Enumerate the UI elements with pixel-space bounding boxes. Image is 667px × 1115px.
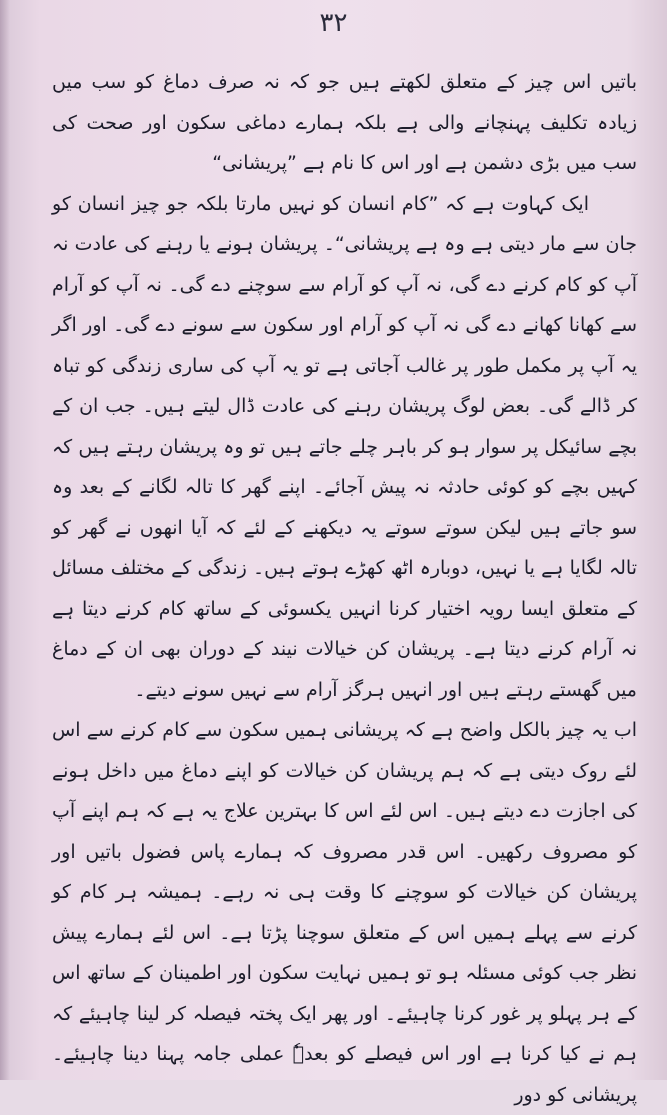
paragraph-1: باتیں اس چیز کے متعلق لکھتے ہیں جو کہ نہ صرف دماغ کو سب میں زیادہ تکلیف پہنچانے والی ہے بلکہ ہمارے دماغی سکون اور صحت کی سب میں بڑی دشمن ہے اور اس کا نام ہے ”پریشانی“ xyxy=(52,71,637,174)
binding-shadow xyxy=(0,0,10,1080)
paragraph-2: ایک کہاوت ہے کہ ”کام انسان کو نہیں مارتا بلکہ جو چیز انسان کو جان سے مار دیتی ہے وہ ہے پریشانی“۔ پریشان ہونے یا رہنے کی عادت نہ آپ کو کام کرنے دے گی، نہ آپ کو آرام سے سوچنے دے گی۔ نہ آپ کو آرام سے کھانا کھانے دے گی نہ آپ کو آرام اور سکون سے سونے دے گی۔ اور اگر یہ آپ پر مکمل طور پر غالب آجاتی ہے تو یہ آپ کی ساری زندگی کو تباہ کر ڈالے گی۔ بعض لوگ پریشان رہنے کی عادت ڈال لیتے ہیں۔ جب ان کے بچے سائیکل پر سوار ہو کر باہر چلے جاتے ہیں تو وہ پریشان رہتے ہیں کہ کہیں بچے کو کوئی حادثہ نہ پیش آجائے۔ اپنے گھر کا تالہ لگانے کے بعد وہ سو جاتے ہیں لیکن سوتے سوتے یہ دیکھنے کے لئے کہ آیا انھوں نے گھر کو تالہ لگایا ہے یا نہیں، دوبارہ اٹھ کھڑے ہوتے ہیں۔ زندگی کے مختلف مسائل کے متعلق ایسا رویہ اختیار کرنا انہیں یکسوئی کے ساتھ کام کرنے دیتا ہے نہ آرام کرنے دیتا ہے۔ پریشان کن خیالات نیند کے دوران بھی ان کے دماغ میں گھستے رہتے ہیں اور انہیں ہرگز آرام سے نہیں سونے دیتے۔ xyxy=(52,192,637,701)
paragraph-3: اب یہ چیز بالکل واضح ہے کہ پریشانی ہمیں سکون سے کام کرنے سے اس لئے روک دیتی ہے کہ ہم پریشان کن خیالات کو اپنے دماغ میں داخل ہونے کی اجازت دے دیتے ہیں۔ اس لئے اس کا بہترین علاج یہ ہے کہ ہم اپنے آپ کو مصروف رکھیں۔ اس قدر مصروف کہ ہمارے پاس فضول باتیں اور پریشان کن خیالات کو سوچنے کا وقت ہی نہ رہے۔ ہمیشہ ہر کام کو کرنے سے پہلے ہمیں اس کے متعلق سوچنا پڑتا ہے۔ اس لئے ہمارے پیش نظر جب کوئی مسئلہ ہو تو ہمیں نہایت سکون اور اطمینان کے ساتھ اس کے ہر پہلو پر غور کرنا چاہیئے۔ اور پھر ایک پختہ فیصلہ کر لینا چاہیئے کہ ہم نے کیا کرنا ہے اور اس فیصلے کو بعدہٗ عملی جامہ پہنا دینا چاہیئے۔ پریشانی کو دور xyxy=(52,719,637,1106)
body-text xyxy=(52,62,637,1115)
page-number: ۳۲ xyxy=(319,8,348,38)
